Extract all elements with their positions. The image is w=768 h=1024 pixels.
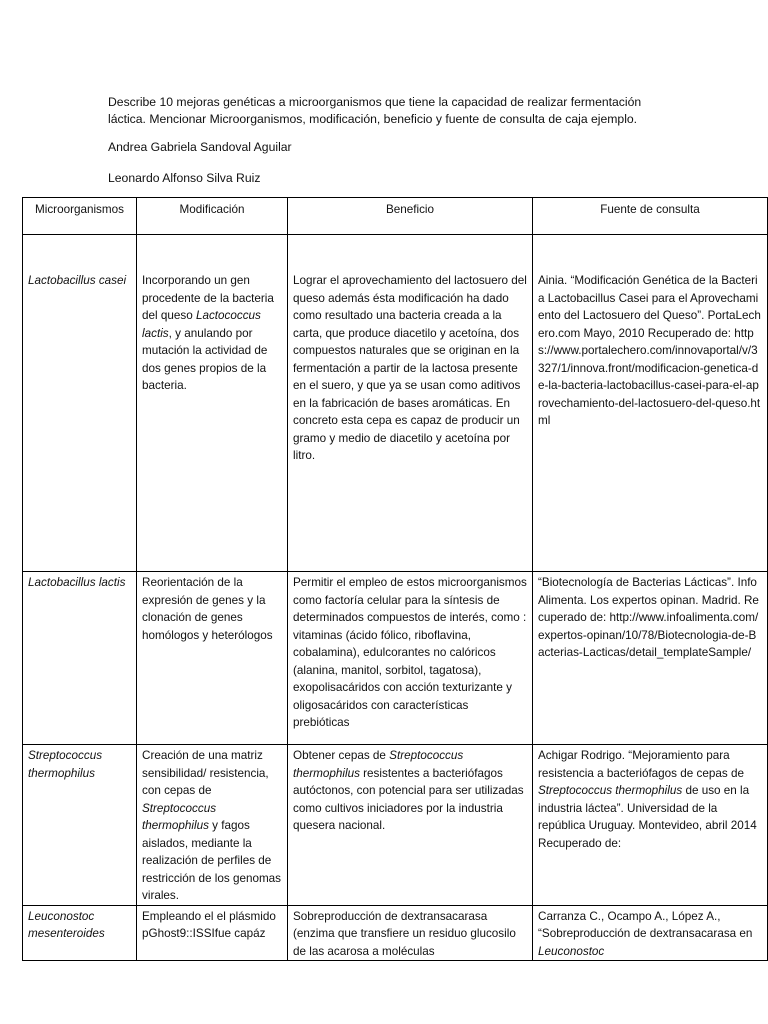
species-name: Lactococcus lactis: [142, 309, 261, 340]
header-modificacion: Modificación: [137, 198, 288, 235]
cell-source: “Biotecnología de Bacterias Lácticas”. InfoAlimenta. Los expertos opinan. Madrid. Recuperado de: http://www.infoalimenta.com/expertos-opinan/10/78/Biotecnologia-de-Bacterias-Lacticas/detail_templateSample/: [533, 572, 768, 745]
table-row: [23, 905, 768, 961]
cell-organism: Leuconostoc mesenteroides: [23, 905, 137, 961]
header-microorganismos: Microorganismos: [23, 198, 137, 235]
microorganisms-table: [22, 197, 768, 961]
cell-benefit: [288, 745, 533, 906]
table-row: [23, 745, 768, 906]
assignment-description: [108, 94, 708, 128]
header-beneficio: Beneficio: [288, 198, 533, 235]
header-fuente: Fuente de consulta: [533, 198, 768, 235]
author-name-2: Leonardo Alfonso Silva Ruiz: [108, 171, 261, 185]
species-name: Streptococcus thermophilus: [538, 784, 683, 797]
benefit-text: resistentes a bacteriófagos autóctonos, con potencial para ser utilizadas como cultivos iniciadores por la industria quesera nacional.: [293, 766, 524, 832]
cell-organism: Streptococcus thermophilus: [23, 745, 137, 906]
cell-source: Ainia. “Modificación Genética de la Bacteria Lactobacillus Casei para el Aprovechamiento del Lactosuero del Queso”. PortaLechero.com Mayo, 2010 Recuperado de: https://www.portalechero.com/innovaportal/v/3327/1/innova.front/modificacion-genetica-de-la-bacteria-lactobacillus-casei-para-el-aprovechamiento-del-lactosuero-del-queso.html: [533, 235, 768, 572]
cell-organism: Lactobacillus lactis: [23, 572, 137, 745]
intro-line-1: Describe 10 mejoras genéticas a microorganismos que tiene la capacidad de realizar fermentación: [108, 95, 642, 109]
cell-benefit: Permitir el empleo de estos microorganismos como factoría celular para la síntesis de determinados compuestos de interés, como : vitaminas (ácido fólico, riboflavina, cobalamina), edulcorantes no calóricos (alanina, manitol, sorbitol, tagatosa), exopolisacáridos con acción texturizante y oligosacáridos con características prebióticas: [288, 572, 533, 745]
cell-organism: Lactobacillus casei: [23, 235, 137, 572]
cell-modification: [137, 235, 288, 572]
source-text: Achigar Rodrigo. “Mejoramiento para resistencia a bacteriófagos de cepas de: [538, 749, 744, 780]
table-row: [23, 235, 768, 572]
intro-line-2: láctica. Mencionar Microorganismos, modificación, beneficio y fuente de consulta de caja ejemplo.: [108, 112, 638, 126]
species-name: Streptococcus thermophilus: [293, 749, 464, 780]
source-text: Carranza C., Ocampo A., López A., “Sobreproducción de dextransacarasa en: [538, 909, 753, 940]
modification-text: Creación de una matriz sensibilidad/ resistencia, con cepas de: [142, 749, 269, 797]
species-name: Leuconostoc: [538, 944, 605, 958]
cell-modification: Reorientación de la expresión de genes y la clonación de genes homólogos y heterólogos: [137, 572, 288, 745]
cell-source: [533, 745, 768, 906]
table-header-row: [23, 198, 768, 235]
author-name-1: Andrea Gabriela Sandoval Aguilar: [108, 140, 292, 154]
cell-benefit: Lograr el aprovechamiento del lactosuero del queso además ésta modificación ha dado como resultado una bacteria creada a la carta, que produce diacetilo y acetoína, dos compuestos naturales que se originan en la fermentación a partir de la lactosa presente en el suero, y que ya se usan como aditivos en la fabricación de bases aromáticas. En concreto esta cepa es capaz de producir un gramo y medio de diacetilo y acetoína por litro.: [288, 235, 533, 572]
modification-text: Incorporando un gen procedente de la bacteria del queso: [142, 274, 274, 322]
modification-text: y fagos aislados, mediante la realización de perfiles de restricción de los genomas virales.: [142, 819, 282, 902]
table-row: [23, 572, 768, 745]
benefit-text: Obtener cepas de: [293, 749, 390, 762]
species-name: Streptococcus thermophilus: [142, 801, 217, 832]
cell-modification: [137, 745, 288, 906]
cell-benefit: Sobreproducción de dextransacarasa (enzima que transfiere un residuo glucosilo de las acarosa a moléculas: [288, 905, 533, 961]
cell-source: [533, 905, 768, 961]
cell-modification: Empleando el el plásmido pGhost9::ISSIfue capáz: [137, 905, 288, 961]
source-text: de uso en la industria láctea”. Universidad de la república Uruguay. Montevideo, abril 2014 Recuperado de:: [538, 784, 757, 850]
modification-text: , y anulando por mutación la actividad de dos genes propios de la bacteria.: [142, 326, 268, 392]
